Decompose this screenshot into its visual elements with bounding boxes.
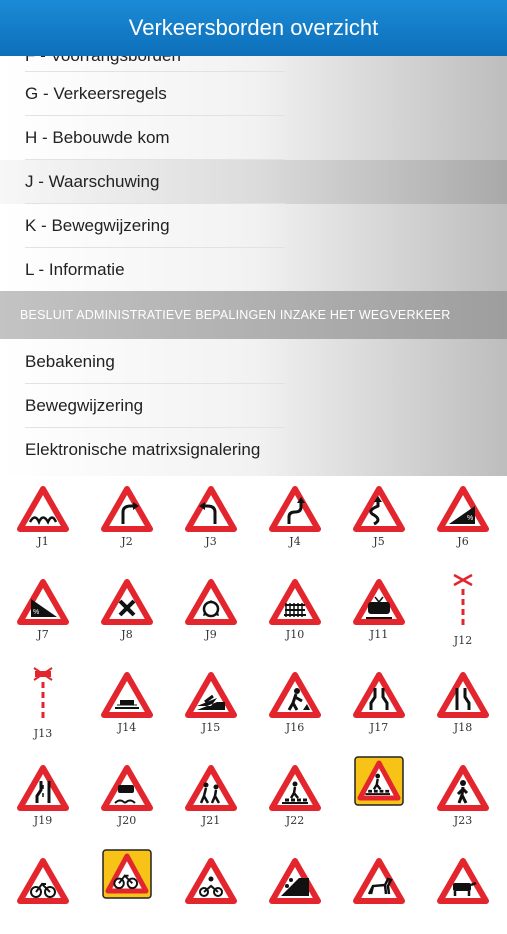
list-item-g[interactable]	[0, 72, 507, 116]
gated-crossing-icon	[260, 579, 330, 625]
sign-code-label: J3	[205, 535, 217, 548]
sign-cell[interactable]	[8, 848, 78, 934]
sign-code-label: J16	[285, 721, 305, 734]
sign-cell[interactable]	[428, 569, 498, 655]
sign-cell[interactable]	[8, 662, 78, 748]
app-header	[0, 0, 507, 56]
sign-code-label: J1	[37, 535, 49, 548]
road-narrows-right-icon	[428, 672, 498, 718]
multi-rail-cross-icon	[8, 664, 78, 724]
list-item-label: H - Bebouwde kom	[25, 128, 170, 147]
sign-cell[interactable]	[176, 569, 246, 655]
sign-code-label: J17	[369, 721, 389, 734]
category-list[interactable]	[0, 36, 507, 476]
sign-code-label: J21	[201, 814, 221, 827]
sign-cell[interactable]	[260, 755, 330, 841]
sign-grid	[0, 476, 507, 900]
sign-code-label: J18	[453, 721, 473, 734]
falling-rocks-icon	[260, 858, 330, 904]
sign-code-label: J23	[453, 814, 473, 827]
bend-left-icon	[176, 486, 246, 532]
sign-code-label: J5	[373, 535, 385, 548]
sign-code-label: J6	[457, 535, 469, 548]
sign-code-label: J15	[201, 721, 221, 734]
pedestrian-crossing-icon	[260, 765, 330, 811]
sign-cell[interactable]	[428, 848, 498, 934]
list-item-label: Bewegwijzering	[25, 396, 144, 415]
children-icon	[176, 765, 246, 811]
sign-cell[interactable]	[428, 755, 498, 841]
pedestrian-crossing-yellow-icon	[344, 756, 414, 806]
svg-text:%: %	[33, 609, 40, 616]
sign-cell[interactable]	[92, 848, 162, 934]
swing-bridge-icon	[92, 672, 162, 718]
sign-code-label: J10	[285, 628, 305, 641]
sign-code-label: J20	[117, 814, 137, 827]
sign-code-label: J13	[33, 727, 53, 740]
road-narrows-both-icon	[344, 672, 414, 718]
sign-cell[interactable]	[92, 755, 162, 841]
sign-cell[interactable]	[92, 569, 162, 655]
sign-code-label: J14	[117, 721, 137, 734]
roundabout-icon	[176, 579, 246, 625]
wild-animals-icon	[344, 858, 414, 904]
slippery-road-icon	[92, 765, 162, 811]
sign-cell[interactable]	[176, 848, 246, 934]
list-item-label: K - Bewegwijzering	[25, 216, 170, 235]
sign-code-label: J12	[453, 634, 473, 647]
list-item-label: Bebakening	[25, 352, 115, 371]
sign-cell[interactable]	[8, 755, 78, 841]
road-narrows-left-icon	[8, 765, 78, 811]
crossroads-icon	[92, 579, 162, 625]
list-item-bebakening[interactable]	[0, 340, 507, 384]
list-item-h[interactable]	[0, 116, 507, 160]
sign-code-label: J2	[121, 535, 133, 548]
list-item-j[interactable]	[0, 160, 507, 204]
cattle-icon	[428, 858, 498, 904]
sign-cell[interactable]	[344, 848, 414, 934]
road-works-icon	[260, 672, 330, 718]
sign-cell[interactable]	[344, 662, 414, 748]
quay-icon	[176, 672, 246, 718]
tram-crossing-icon	[344, 579, 414, 625]
double-bend-icon	[260, 486, 330, 532]
sign-cell[interactable]	[8, 476, 78, 562]
sign-cell[interactable]	[92, 662, 162, 748]
sign-code-label: J9	[205, 628, 217, 641]
moped-riders-icon	[176, 858, 246, 904]
section-header-label: BESLUIT ADMINISTRATIEVE BEPALINGEN INZAKE HET WEGVERKEER	[20, 308, 451, 322]
sign-cell[interactable]	[260, 848, 330, 934]
uneven-road-icon	[8, 486, 78, 532]
cyclists-yellow-icon	[92, 849, 162, 899]
sign-code-label: J8	[121, 628, 133, 641]
bend-right-icon	[92, 486, 162, 532]
list-item-k[interactable]	[0, 204, 507, 248]
sign-code-label: J4	[289, 535, 301, 548]
steep-descent-icon	[8, 579, 78, 625]
list-item-bewegwijzering[interactable]	[0, 384, 507, 428]
sign-cell[interactable]	[176, 662, 246, 748]
sign-code-label: J22	[285, 814, 305, 827]
list-item-label: G - Verkeersregels	[25, 84, 167, 103]
list-item-matrixsignalering[interactable]	[0, 428, 507, 472]
list-item-l[interactable]	[0, 248, 507, 292]
list-item-label: L - Informatie	[25, 260, 125, 279]
single-rail-cross-icon	[428, 571, 498, 631]
sign-cell[interactable]	[260, 662, 330, 748]
sign-cell[interactable]	[428, 662, 498, 748]
sign-cell[interactable]	[428, 476, 498, 562]
sign-cell[interactable]	[176, 755, 246, 841]
sign-cell[interactable]	[344, 569, 414, 655]
sign-cell[interactable]	[344, 755, 414, 841]
sign-code-label: J19	[33, 814, 53, 827]
sign-cell[interactable]	[176, 476, 246, 562]
sign-cell[interactable]	[260, 569, 330, 655]
pedestrians-icon	[428, 765, 498, 811]
page-title: Verkeersborden overzicht	[128, 15, 379, 40]
cyclists-icon	[8, 858, 78, 904]
winding-road-icon	[344, 486, 414, 532]
section-header	[0, 291, 507, 339]
sign-cell[interactable]	[8, 569, 78, 655]
list-item-label: Elektronische matrixsignalering	[25, 440, 261, 459]
sign-cell[interactable]	[260, 476, 330, 562]
svg-text:%: %	[467, 515, 474, 522]
sign-cell[interactable]	[344, 476, 414, 562]
sign-code-label: J7	[37, 628, 49, 641]
list-item-label: J - Waarschuwing	[25, 172, 160, 191]
sign-cell[interactable]	[92, 476, 162, 562]
steep-climb-icon	[428, 486, 498, 532]
sign-code-label: J11	[369, 628, 389, 641]
